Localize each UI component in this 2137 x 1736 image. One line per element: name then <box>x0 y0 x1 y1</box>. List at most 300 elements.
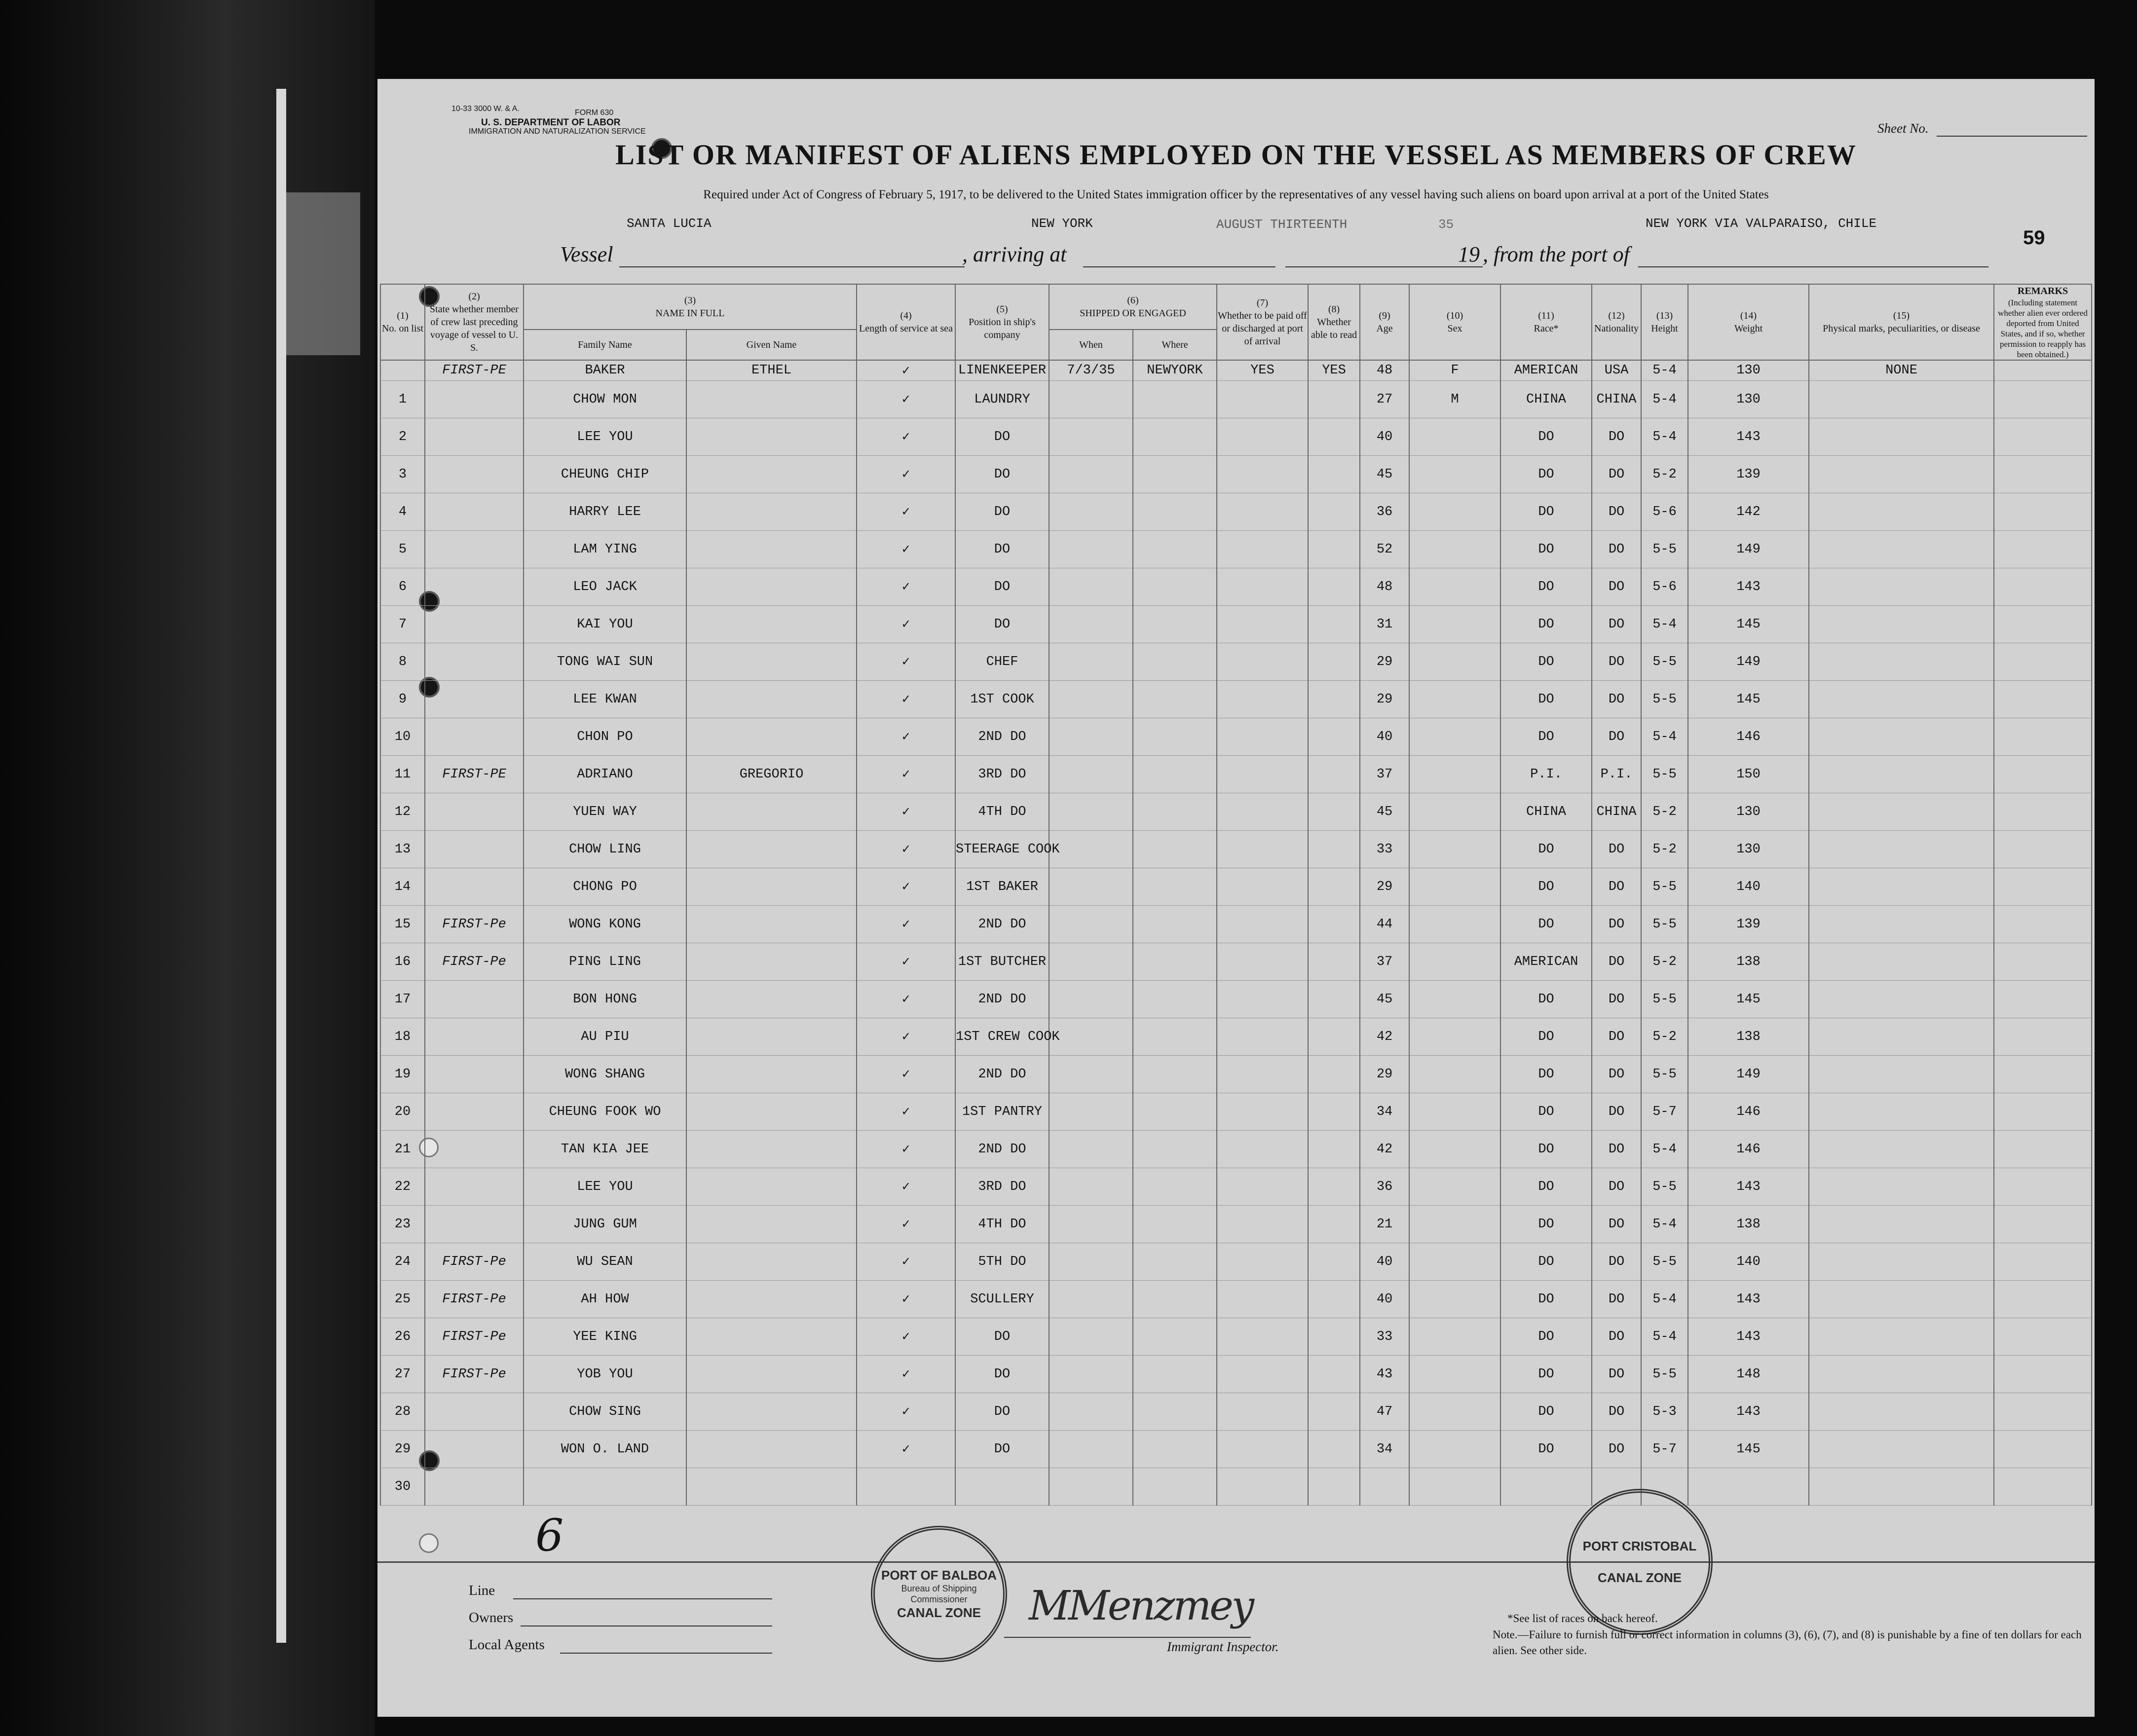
row-able-to-read <box>1308 1168 1360 1206</box>
row-weight: 140 <box>1688 1243 1809 1281</box>
row-remarks <box>1994 1131 2092 1168</box>
row-shipped-where <box>1133 493 1217 531</box>
row-race: DO <box>1500 643 1592 681</box>
row-sex: F <box>1409 360 1500 381</box>
row-sex: M <box>1409 381 1500 418</box>
row-sex <box>1409 793 1500 831</box>
row-age: 52 <box>1360 531 1409 568</box>
row-shipped-where: NEWYORK <box>1133 360 1217 381</box>
row-previous-voyage <box>425 831 524 868</box>
row-shipped-when <box>1049 1206 1133 1243</box>
row-shipped-when <box>1049 1056 1133 1093</box>
row-age: 21 <box>1360 1206 1409 1243</box>
row-race: DO <box>1500 868 1592 906</box>
row-physical-marks <box>1809 1056 1994 1093</box>
row-previous-voyage <box>425 493 524 531</box>
row-sex <box>1409 1318 1500 1356</box>
row-nationality: USA <box>1592 360 1641 381</box>
row-position: CHEF <box>955 643 1049 681</box>
row-position: 3RD DO <box>955 756 1049 793</box>
races-note: *See list of races on back hereof. <box>1507 1612 1658 1625</box>
row-given-name <box>686 643 857 681</box>
row-shipped-where <box>1133 1168 1217 1206</box>
row-given-name <box>686 1168 857 1206</box>
row-weight: 143 <box>1688 418 1809 456</box>
row-remarks <box>1994 1056 2092 1093</box>
row-able-to-read <box>1308 831 1360 868</box>
row-previous-voyage: FIRST-Pe <box>425 1356 524 1393</box>
row-race: DO <box>1500 568 1592 606</box>
row-family-name: LAM YING <box>524 531 686 568</box>
row-height: 5-5 <box>1641 643 1688 681</box>
row-race: DO <box>1500 1206 1592 1243</box>
row-sex <box>1409 643 1500 681</box>
row-previous-voyage <box>425 1393 524 1431</box>
row-able-to-read <box>1308 1018 1360 1056</box>
row-height: 5-4 <box>1641 418 1688 456</box>
row-shipped-when <box>1049 1018 1133 1056</box>
row-number: 3 <box>380 456 425 493</box>
row-shipped-where <box>1133 681 1217 718</box>
row-age: 29 <box>1360 1056 1409 1093</box>
table-row <box>380 1056 2092 1093</box>
sheet-no-label: Sheet No. <box>1877 121 1929 136</box>
row-given-name <box>686 1056 857 1093</box>
row-able-to-read <box>1308 1468 1360 1506</box>
row-previous-voyage <box>425 531 524 568</box>
row-previous-voyage <box>425 568 524 606</box>
row-physical-marks <box>1809 906 1994 943</box>
row-position: DO <box>955 456 1049 493</box>
row-height: 5-4 <box>1641 360 1688 381</box>
row-given-name <box>686 381 857 418</box>
row-weight: 130 <box>1688 831 1809 868</box>
row-able-to-read <box>1308 1318 1360 1356</box>
row-paid-off <box>1217 943 1308 981</box>
row-sex <box>1409 1168 1500 1206</box>
row-previous-voyage <box>425 1468 524 1506</box>
row-physical-marks <box>1809 756 1994 793</box>
row-weight: 138 <box>1688 1018 1809 1056</box>
vessel-name-field[interactable] <box>619 266 965 267</box>
row-race: DO <box>1500 531 1592 568</box>
row-given-name <box>686 1018 857 1056</box>
row-weight: 130 <box>1688 793 1809 831</box>
row-paid-off <box>1217 1318 1308 1356</box>
row-shipped-where <box>1133 1468 1217 1506</box>
row-number: 12 <box>380 793 425 831</box>
row-age: 45 <box>1360 456 1409 493</box>
row-family-name: TAN KIA JEE <box>524 1131 686 1168</box>
vessel-label: Vessel <box>560 242 613 266</box>
table-row <box>380 1393 2092 1431</box>
row-shipped-when <box>1049 681 1133 718</box>
from-port-field[interactable] <box>1638 266 1988 267</box>
row-height: 5-5 <box>1641 681 1688 718</box>
row-number: 6 <box>380 568 425 606</box>
column-header-when: When <box>1049 330 1133 360</box>
row-given-name: ETHEL <box>686 360 857 381</box>
row-weight: 139 <box>1688 456 1809 493</box>
row-nationality: DO <box>1592 1281 1641 1318</box>
row-age: 45 <box>1360 793 1409 831</box>
row-position: 3RD DO <box>955 1168 1049 1206</box>
row-given-name <box>686 456 857 493</box>
local-agents-field[interactable] <box>560 1653 772 1654</box>
row-age: 48 <box>1360 568 1409 606</box>
row-race: DO <box>1500 1393 1592 1431</box>
row-family-name: CHEUNG FOOK WO <box>524 1093 686 1131</box>
row-sex <box>1409 1281 1500 1318</box>
row-sex <box>1409 456 1500 493</box>
row-age: 34 <box>1360 1093 1409 1131</box>
row-remarks <box>1994 1393 2092 1431</box>
owners-field[interactable] <box>521 1625 772 1626</box>
row-sex <box>1409 1093 1500 1131</box>
row-race: DO <box>1500 981 1592 1018</box>
row-given-name <box>686 568 857 606</box>
row-position: LAUNDRY <box>955 381 1049 418</box>
row-physical-marks <box>1809 1393 1994 1431</box>
row-sex <box>1409 943 1500 981</box>
row-remarks <box>1994 1168 2092 1206</box>
row-age <box>1360 1468 1409 1506</box>
row-able-to-read: YES <box>1308 360 1360 381</box>
row-service-check: ✓ <box>857 756 955 793</box>
row-family-name: LEO JACK <box>524 568 686 606</box>
column-header-service: (4) Length of service at sea <box>857 284 955 360</box>
row-service-check: ✓ <box>857 1431 955 1468</box>
row-number: 1 <box>380 381 425 418</box>
row-physical-marks <box>1809 418 1994 456</box>
row-shipped-when <box>1049 1131 1133 1168</box>
row-service-check: ✓ <box>857 681 955 718</box>
row-weight: 148 <box>1688 1356 1809 1393</box>
row-nationality: DO <box>1592 1431 1641 1468</box>
row-previous-voyage <box>425 868 524 906</box>
row-shipped-when <box>1049 493 1133 531</box>
row-family-name: BAKER <box>524 360 686 381</box>
row-nationality: DO <box>1592 1056 1641 1093</box>
row-age: 47 <box>1360 1393 1409 1431</box>
row-able-to-read <box>1308 718 1360 756</box>
row-race: CHINA <box>1500 381 1592 418</box>
row-given-name <box>686 1431 857 1468</box>
row-remarks <box>1994 981 2092 1018</box>
row-remarks <box>1994 718 2092 756</box>
row-remarks <box>1994 606 2092 643</box>
row-shipped-when <box>1049 981 1133 1018</box>
row-remarks <box>1994 1281 2092 1318</box>
row-height: 5-4 <box>1641 381 1688 418</box>
column-header-read: (8) Whether able to read <box>1308 284 1360 360</box>
row-race <box>1500 1468 1592 1506</box>
row-race: DO <box>1500 1431 1592 1468</box>
sheet-no-field[interactable] <box>1937 136 2087 137</box>
row-family-name: WONG SHANG <box>524 1056 686 1093</box>
immigrant-inspector-label: Immigrant Inspector. <box>1167 1639 1279 1654</box>
row-position: SCULLERY <box>955 1281 1049 1318</box>
row-shipped-where <box>1133 1206 1217 1243</box>
row-weight: 150 <box>1688 756 1809 793</box>
row-service-check: ✓ <box>857 1056 955 1093</box>
row-position: 4TH DO <box>955 1206 1049 1243</box>
row-given-name <box>686 1206 857 1243</box>
row-height: 5-5 <box>1641 868 1688 906</box>
arriving-port-field[interactable] <box>1083 266 1275 267</box>
row-position: DO <box>955 568 1049 606</box>
row-previous-voyage: FIRST-Pe <box>425 906 524 943</box>
row-race: DO <box>1500 1056 1592 1093</box>
row-given-name <box>686 1393 857 1431</box>
row-weight: 146 <box>1688 1131 1809 1168</box>
row-previous-voyage: FIRST-Pe <box>425 1281 524 1318</box>
sheet-edge <box>276 89 286 1643</box>
row-family-name: AH HOW <box>524 1281 686 1318</box>
row-service-check: ✓ <box>857 868 955 906</box>
column-header-paid-off: (7) Whether to be paid off or discharged at port of arrival <box>1217 284 1308 360</box>
row-height: 5-5 <box>1641 981 1688 1018</box>
row-physical-marks <box>1809 1431 1994 1468</box>
row-weight: 142 <box>1688 493 1809 531</box>
row-previous-voyage <box>425 981 524 1018</box>
row-given-name <box>686 981 857 1018</box>
row-number: 11 <box>380 756 425 793</box>
row-height: 5-6 <box>1641 493 1688 531</box>
manifest-title: LIST OR MANIFEST OF ALIENS EMPLOYED ON THE VESSEL AS MEMBERS OF CREW <box>615 139 1857 171</box>
row-weight: 139 <box>1688 906 1809 943</box>
row-weight: 145 <box>1688 1431 1809 1468</box>
row-paid-off <box>1217 793 1308 831</box>
row-physical-marks <box>1809 718 1994 756</box>
row-service-check: ✓ <box>857 981 955 1018</box>
row-weight: 143 <box>1688 1281 1809 1318</box>
row-able-to-read <box>1308 981 1360 1018</box>
row-remarks <box>1994 1318 2092 1356</box>
row-able-to-read <box>1308 418 1360 456</box>
row-able-to-read <box>1308 568 1360 606</box>
row-race: DO <box>1500 1243 1592 1281</box>
penalty-note: Note.—Failure to furnish full or correct information in columns (3), (6), (7), and (8) is punishable by a fine of ten dollars for each alien. See other side. <box>1493 1628 2082 1657</box>
row-paid-off <box>1217 643 1308 681</box>
row-race: CHINA <box>1500 793 1592 831</box>
row-shipped-when <box>1049 831 1133 868</box>
row-number: 2 <box>380 418 425 456</box>
table-row <box>380 381 2092 418</box>
row-nationality: DO <box>1592 681 1641 718</box>
row-age: 43 <box>1360 1356 1409 1393</box>
row-shipped-where <box>1133 643 1217 681</box>
row-given-name: GREGORIO <box>686 756 857 793</box>
row-age: 45 <box>1360 981 1409 1018</box>
row-nationality: DO <box>1592 831 1641 868</box>
row-family-name: WONG KONG <box>524 906 686 943</box>
row-shipped-when <box>1049 643 1133 681</box>
row-weight: 130 <box>1688 381 1809 418</box>
row-physical-marks <box>1809 868 1994 906</box>
row-race: DO <box>1500 906 1592 943</box>
row-sex <box>1409 606 1500 643</box>
row-shipped-when <box>1049 718 1133 756</box>
row-height: 5-3 <box>1641 1393 1688 1431</box>
row-nationality: DO <box>1592 643 1641 681</box>
row-service-check: ✓ <box>857 831 955 868</box>
row-age: 27 <box>1360 381 1409 418</box>
row-remarks <box>1994 643 2092 681</box>
row-previous-voyage: FIRST-Pe <box>425 943 524 981</box>
row-shipped-when <box>1049 606 1133 643</box>
row-position <box>955 1468 1049 1506</box>
row-sex <box>1409 493 1500 531</box>
crew-table <box>380 284 2092 1506</box>
row-age: 48 <box>1360 360 1409 381</box>
row-shipped-where <box>1133 606 1217 643</box>
row-sex <box>1409 1056 1500 1093</box>
row-paid-off <box>1217 1281 1308 1318</box>
row-nationality: DO <box>1592 418 1641 456</box>
row-paid-off: YES <box>1217 360 1308 381</box>
row-nationality: DO <box>1592 981 1641 1018</box>
arrival-date-field[interactable] <box>1285 266 1483 267</box>
row-previous-voyage <box>425 1093 524 1131</box>
row-age: 42 <box>1360 1131 1409 1168</box>
row-shipped-where <box>1133 831 1217 868</box>
line-field[interactable] <box>513 1598 772 1599</box>
row-physical-marks <box>1809 793 1994 831</box>
column-header-shipped: (6) SHIPPED OR ENGAGED <box>1049 284 1217 330</box>
row-service-check: ✓ <box>857 493 955 531</box>
row-paid-off <box>1217 456 1308 493</box>
row-number: 17 <box>380 981 425 1018</box>
row-weight: 143 <box>1688 1393 1809 1431</box>
row-position: DO <box>955 531 1049 568</box>
row-race: DO <box>1500 418 1592 456</box>
row-given-name <box>686 943 857 981</box>
row-service-check: ✓ <box>857 606 955 643</box>
row-remarks <box>1994 381 2092 418</box>
row-able-to-read <box>1308 493 1360 531</box>
row-paid-off <box>1217 1093 1308 1131</box>
row-race: DO <box>1500 606 1592 643</box>
row-position: 4TH DO <box>955 793 1049 831</box>
row-height: 5-5 <box>1641 1243 1688 1281</box>
row-previous-voyage <box>425 793 524 831</box>
row-remarks <box>1994 1093 2092 1131</box>
arrival-date: AUGUST THIRTEENTH <box>1216 217 1348 232</box>
row-physical-marks <box>1809 1018 1994 1056</box>
row-able-to-read <box>1308 606 1360 643</box>
row-service-check: ✓ <box>857 1131 955 1168</box>
row-nationality: DO <box>1592 1206 1641 1243</box>
row-number <box>380 360 425 381</box>
row-number: 30 <box>380 1468 425 1506</box>
row-able-to-read <box>1308 681 1360 718</box>
row-family-name: CHONG PO <box>524 868 686 906</box>
form-number: FORM 630 <box>575 109 614 117</box>
row-number: 16 <box>380 943 425 981</box>
from-port: NEW YORK VIA VALPARAISO, CHILE <box>1646 216 1877 231</box>
row-nationality: DO <box>1592 1243 1641 1281</box>
row-height: 5-4 <box>1641 718 1688 756</box>
row-able-to-read <box>1308 531 1360 568</box>
row-able-to-read <box>1308 1431 1360 1468</box>
row-shipped-where <box>1133 1131 1217 1168</box>
row-sex <box>1409 531 1500 568</box>
row-nationality: CHINA <box>1592 793 1641 831</box>
row-shipped-when <box>1049 868 1133 906</box>
row-height: 5-5 <box>1641 531 1688 568</box>
row-shipped-when <box>1049 531 1133 568</box>
row-weight: 149 <box>1688 1056 1809 1093</box>
row-able-to-read <box>1308 1131 1360 1168</box>
row-age: 37 <box>1360 756 1409 793</box>
row-physical-marks <box>1809 381 1994 418</box>
row-weight: 145 <box>1688 606 1809 643</box>
row-physical-marks <box>1809 831 1994 868</box>
row-race: DO <box>1500 1131 1592 1168</box>
row-nationality: DO <box>1592 606 1641 643</box>
row-height: 5-6 <box>1641 568 1688 606</box>
row-nationality: DO <box>1592 906 1641 943</box>
row-sex <box>1409 1206 1500 1243</box>
table-row <box>380 1356 2092 1393</box>
row-physical-marks <box>1809 1243 1994 1281</box>
row-family-name: LEE YOU <box>524 418 686 456</box>
row-height: 5-7 <box>1641 1431 1688 1468</box>
row-able-to-read <box>1308 381 1360 418</box>
row-paid-off <box>1217 1206 1308 1243</box>
row-given-name <box>686 868 857 906</box>
row-age: 29 <box>1360 681 1409 718</box>
row-sex <box>1409 868 1500 906</box>
row-physical-marks <box>1809 643 1994 681</box>
row-sex <box>1409 418 1500 456</box>
inspector-signature: ​MMenzmey <box>1029 1583 1253 1629</box>
row-weight: 149 <box>1688 531 1809 568</box>
row-sex <box>1409 1131 1500 1168</box>
row-race: AMERICAN <box>1500 943 1592 981</box>
row-sex <box>1409 568 1500 606</box>
row-position: 1ST COOK <box>955 681 1049 718</box>
row-sex <box>1409 1356 1500 1393</box>
row-paid-off <box>1217 906 1308 943</box>
table-row <box>380 793 2092 831</box>
table-row <box>380 493 2092 531</box>
row-previous-voyage <box>425 418 524 456</box>
table-row <box>380 1431 2092 1468</box>
row-family-name: CHEUNG CHIP <box>524 456 686 493</box>
row-position: 1ST CREW COOK <box>955 1018 1049 1056</box>
row-shipped-where <box>1133 531 1217 568</box>
row-height: 5-5 <box>1641 1056 1688 1093</box>
row-nationality: DO <box>1592 1093 1641 1131</box>
row-able-to-read <box>1308 793 1360 831</box>
row-sex <box>1409 1468 1500 1506</box>
row-service-check: ✓ <box>857 1243 955 1281</box>
row-weight: 143 <box>1688 568 1809 606</box>
table-row <box>380 456 2092 493</box>
row-position: 1ST BAKER <box>955 868 1049 906</box>
row-shipped-when <box>1049 456 1133 493</box>
row-sex <box>1409 981 1500 1018</box>
row-nationality: DO <box>1592 531 1641 568</box>
row-previous-voyage <box>425 718 524 756</box>
row-position: 2ND DO <box>955 981 1049 1018</box>
row-paid-off <box>1217 718 1308 756</box>
row-able-to-read <box>1308 868 1360 906</box>
row-family-name: PING LING <box>524 943 686 981</box>
row-height: 5-4 <box>1641 606 1688 643</box>
